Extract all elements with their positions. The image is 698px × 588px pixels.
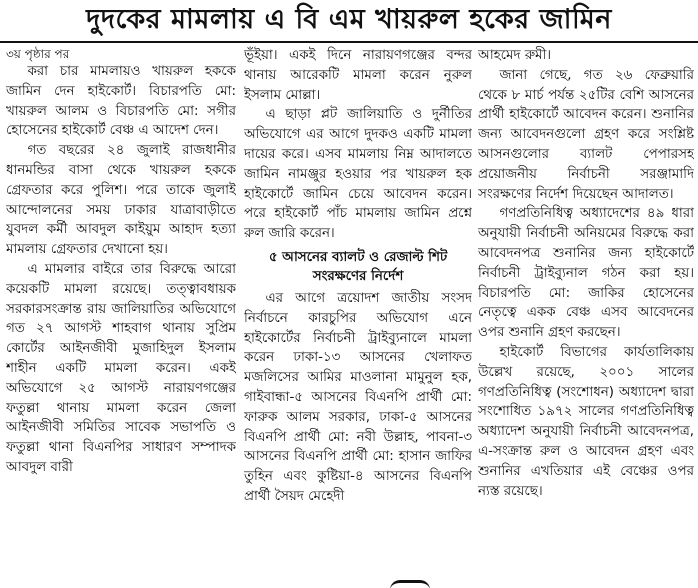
- paragraph: এর আগে ত্রয়োদশ জাতীয় সংসদ নির্বাচনে কারচুপির অভিযোগ এনে হাইকোর্টের নির্বাচনী ট্রাইব্যুনালে মামলা করেন ঢাকা-১৩ আসনের খেলাফত মজলিসের আমির মাওলানা মামুনুল হক, গাইবান্ধা-৫ আসনের বিএনপি প্রার্থী মো: ফারুক আলম সরকার, ঢাকা-৫ আসনের বিএনপি প্রার্থী মো: নবী উল্লাহ, পাবনা-৩ আসনের বিএনপি প্রার্থী মো: হাসান জাফির তুহিন এবং কুষ্টিয়া-৪ আসনের বিএনপি প্রার্থী সৈয়দ মেহেদী: [244, 290, 472, 504]
- paragraph: এ মামলার বাইরে তার বিরুদ্ধে আরো কয়েকটি মামলা রয়েছে। তত্ত্বাবধায়ক সরকারসংক্রান্ত রায় জালিয়াতির অভিযোগে গত ২৭ আগস্ট শাহবাগ থানায় সুপ্রিম কোর্টের আইনজীবী মুজাহিদুল ইসলাম শাহীন একটি মামলা করেন। একই অভিযোগে ২৫ আগস্ট নারায়ণগঞ্জের ফতুল্লা থানায় মামলা করেন জেলা আইনজীবী সমিতির সাবেক সভাপতি ও ফতুল্লা থানা বিএনপির সাধারণ সম্পাদক আবদুল বারী: [6, 261, 236, 475]
- paragraph: গণপ্রতিনিধিত্ব অধ্যাদেশের ৪৯ ধারা অনুযায়ী নির্বাচনী অনিয়মের বিরুদ্ধে করা আবেদনপত্র শুনানির জন্য হাইকোর্টে নির্বাচনী ট্রাইব্যুনাল গঠন করা হয়। বিচারপতি মো: জাকির হোসেনের নেতৃত্বে একক বেঞ্চ এসব আবেদনের ওপর শুনানি গ্রহণ করছেন।: [478, 206, 694, 341]
- paragraph: ভূঁইয়া। একই দিনে নারায়ণগঞ্জের বন্দর থানায় আরেকটি মামলা করেন নুরুল ইসলাম মোল্লা।: [244, 48, 472, 103]
- section-subheading: ৫ আসনের ব্যালট ও রেজাল্ট শিট সংরক্ষণের নির্দেশ: [268, 249, 448, 284]
- paragraph: গত বছরের ২৪ জুলাই রাজধানীর ধানমন্ডির বাসা থেকে খায়রুল হককে গ্রেফতার করে পুলিশ। পরে তাকে জুলাই আন্দোলনের সময় ঢাকার যাত্রাবাড়ীতে যুবদল কর্মী আবদুল কাইয়ুম আহাদ হত্যা মামলায় গ্রেফতার দেখানো হয়।: [6, 143, 236, 258]
- column-3: [478, 46, 694, 588]
- cut-off-glyph: [390, 580, 430, 588]
- headline-rule: [0, 41, 698, 43]
- paragraph: হাইকোর্ট বিভাগের কার্যতালিকায় উল্লেখ রয়েছে, ২০০১ সালের গণপ্রতিনিধিত্ব (সংশোধন) অধ্যাদেশ দ্বারা সংশোধিত ১৯৭২ সালের গণপ্রতিনিধিত্ব অধ্যাদেশ অনুযায়ী নির্বাচনী আবেদনপত্র, এ-সংক্রান্ত রুল ও আবেদন গ্রহণ এবং শুনানির এখতিয়ার এই বেঞ্চের ওপর ন্যস্ত রয়েছে।: [478, 344, 694, 499]
- continued-from-label: ৩য় পৃষ্ঠার পর: [6, 47, 70, 61]
- column-1: [6, 46, 236, 588]
- article-headline: দুদকের মামলায় এ বি এম খায়রুল হকের জামিন: [86, 4, 612, 35]
- paragraph: জানা গেছে, গত ২৬ ফেব্রুয়ারি থেকে ৮ মার্চ পর্যন্ত ২৫টির বেশি আসনের প্রার্থী হাইকোর্টে আবেদন করেন। শুনানির জন্য আবেদনগুলো গ্রহণ করে সংশ্লিষ্ট আসনগুলোর ব্যালট পেপারসহ প্রয়োজনীয় নির্বাচনী সরঞ্জামাদি সংরক্ষণের নির্দেশ দিয়েছেন আদালত।: [478, 67, 694, 202]
- paragraph: আহমেদ রুমী।: [478, 48, 552, 63]
- paragraph: করা চার মামলায়ও খায়রুল হককে জামিন দেন হাইকোর্ট। বিচারপতি মো: খায়রুল আলম ও বিচারপতি মো: সগীর হোসেনের হাইকোর্ট বেঞ্চ এ আদেশ দেন।: [6, 64, 236, 139]
- column-2: [244, 46, 472, 588]
- paragraph: এ ছাড়া প্লট জালিয়াতি ও দুর্নীতির অভিযোগে এর আগে দুদকও একটি মামলা দায়ের করে। এসব মামলায় নিম্ন আদালতে জামিন নামঞ্জুর হওয়ার পর খায়রুল হক হাইকোর্টে জামিন চেয়ে আবেদন করেন। পরে হাইকোর্ট পাঁচ মামলায় জামিন প্রশ্নে রুল জারি করেন।: [244, 107, 472, 242]
